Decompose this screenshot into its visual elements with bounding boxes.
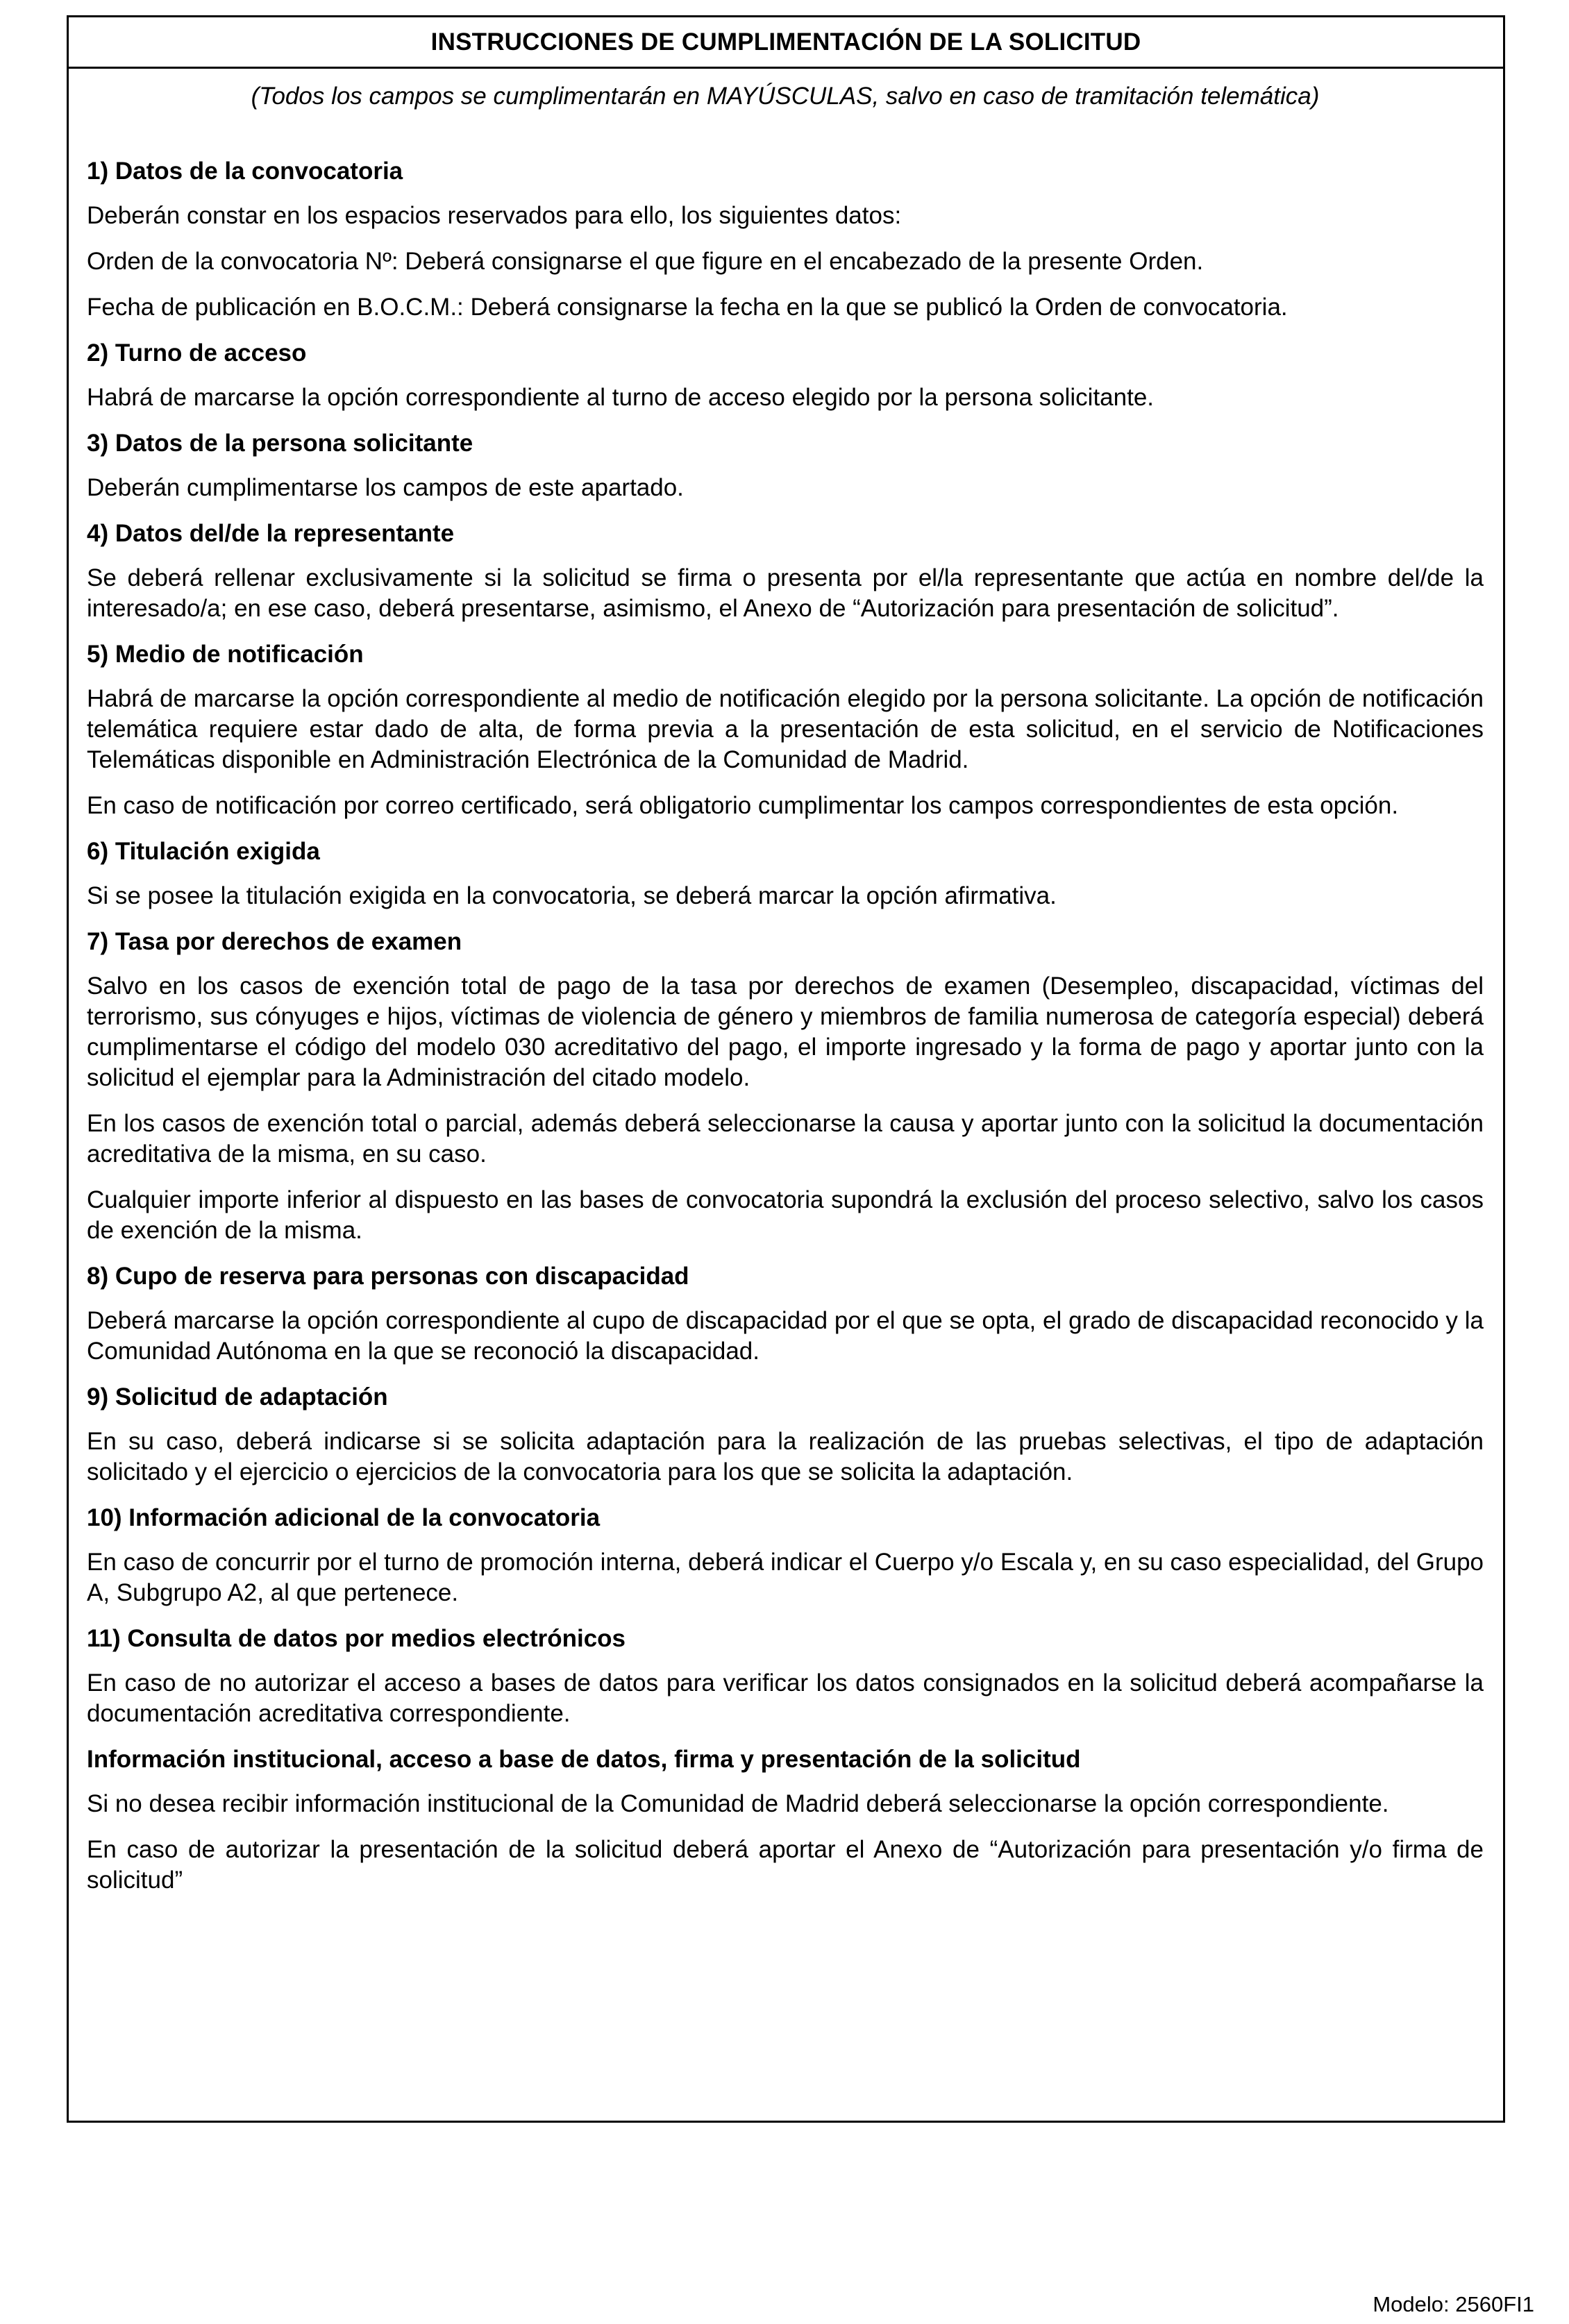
section-5 xyxy=(87,639,1484,821)
section-heading: Información institucional, acceso a base de datos, firma y presentación de la solicitud xyxy=(87,1746,1081,1773)
section-heading: 11) Consulta de datos por medios electrónicos xyxy=(87,1625,626,1652)
section-heading: 10) Información adicional de la convocatoria xyxy=(87,1504,601,1531)
section-7 xyxy=(87,927,1484,1246)
section-heading: 7) Tasa por derechos de examen xyxy=(87,928,462,955)
section-4 xyxy=(87,519,1484,624)
section-heading: 2) Turno de acceso xyxy=(87,339,307,367)
section-10 xyxy=(87,1503,1484,1608)
section-paragraph: En caso de autorizar la presentación de la solicitud deberá aportar el Anexo de “Autorización para presentación y/o firma de solicitud” xyxy=(87,1836,1484,1894)
section-paragraph: En caso de no autorizar el acceso a bases de datos para verificar los datos consignados en la solicitud deberá acompañarse la documentación acreditativa correspondiente. xyxy=(87,1669,1484,1727)
section-paragraph: En caso de concurrir por el turno de promoción interna, deberá indicar el Cuerpo y/o Escala y, en su caso especialidad, del Grupo A, Subgrupo A2, al que pertenece. xyxy=(87,1549,1484,1606)
section-2 xyxy=(87,338,1484,413)
section-list xyxy=(87,156,1484,1896)
section-paragraph: Cualquier importe inferior al dispuesto en las bases de convocatoria supondrá la exclusión del proceso selectivo, salvo los casos de exención de la misma. xyxy=(87,1186,1484,1244)
section-paragraph: Si se posee la titulación exigida en la convocatoria, se deberá marcar la opción afirmativa. xyxy=(87,882,1057,909)
section-paragraph: Deberán constar en los espacios reservados para ello, los siguientes datos: xyxy=(87,202,902,229)
section-paragraph: En su caso, deberá indicarse si se solicita adaptación para la realización de las pruebas selectivas, el tipo de adaptación solicitado y el ejercicio o ejercicios de la convocatoria para los que se solicita la adaptación. xyxy=(87,1428,1484,1485)
section-heading: 4) Datos del/de la representante xyxy=(87,520,455,547)
section-12 xyxy=(87,1744,1484,1896)
section-9 xyxy=(87,1382,1484,1488)
section-heading: 9) Solicitud de adaptación xyxy=(87,1383,388,1411)
section-11 xyxy=(87,1624,1484,1729)
document-subtitle: (Todos los campos se cumplimentarán en MAYÚSCULAS, salvo en caso de tramitación telemática) xyxy=(251,83,1320,110)
section-paragraph: Fecha de publicación en B.O.C.M.: Deberá consignarse la fecha en la que se publicó la Orden de convocatoria. xyxy=(87,294,1288,321)
document-title: INSTRUCCIONES DE CUMPLIMENTACIÓN DE LA SOLICITUD xyxy=(69,17,1503,69)
section-paragraph: En los casos de exención total o parcial, además deberá seleccionarse la causa y aportar junto con la solicitud la documentación acreditativa de la misma, en su caso. xyxy=(87,1110,1484,1168)
instructions-content xyxy=(69,69,1503,1896)
section-heading: 1) Datos de la convocatoria xyxy=(87,158,403,185)
section-paragraph: Deberán cumplimentarse los campos de este apartado. xyxy=(87,474,684,501)
section-paragraph: Habrá de marcarse la opción correspondiente al turno de acceso elegido por la persona solicitante. xyxy=(87,384,1155,411)
section-paragraph: Si no desea recibir información institucional de la Comunidad de Madrid deberá seleccionarse la opción correspondiente. xyxy=(87,1790,1389,1817)
section-paragraph: Orden de la convocatoria Nº: Deberá consignarse el que figure en el encabezado de la presente Orden. xyxy=(87,248,1204,275)
section-3 xyxy=(87,428,1484,503)
section-heading: 6) Titulación exigida xyxy=(87,838,320,865)
instructions-box xyxy=(67,15,1505,2123)
model-code: Modelo: 2560FI1 xyxy=(1373,2292,1534,2316)
section-paragraph: Se deberá rellenar exclusivamente si la solicitud se firma o presenta por el/la representante que actúa en nombre del/de la interesado/a; en ese caso, deberá presentarse, asimismo, el Anexo de “Autorización para presentación de solicitud”. xyxy=(87,564,1484,622)
section-paragraph: Salvo en los casos de exención total de pago de la tasa por derechos de examen (Desempleo, discapacidad, víctimas del terrorismo, sus cónyuges e hijos, víctimas de violencia de género y miembros de familia numerosa de categoría especial) deberá cumplimentarse el código del modelo 030 acreditativo del pago, el importe ingresado y la forma de pago y aportar junto con la solicitud el ejemplar para la Administración del citado modelo. xyxy=(87,972,1484,1091)
section-heading: 5) Medio de notificación xyxy=(87,641,364,668)
section-paragraph: Deberá marcarse la opción correspondiente al cupo de discapacidad por el que se opta, el grado de discapacidad reconocido y la Comunidad Autónoma en la que se reconoció la discapacidad. xyxy=(87,1307,1484,1365)
section-heading: 8) Cupo de reserva para personas con discapacidad xyxy=(87,1263,689,1290)
section-paragraph: Habrá de marcarse la opción correspondiente al medio de notificación elegido por la persona solicitante. La opción de notificación telemática requiere estar dado de alta, de forma previa a la presentación de esta solicitud, en el servicio de Notificaciones Telemáticas disponible en Administración Electrónica de la Comunidad de Madrid. xyxy=(87,685,1484,773)
section-6 xyxy=(87,836,1484,911)
section-1 xyxy=(87,156,1484,323)
section-heading: 3) Datos de la persona solicitante xyxy=(87,430,473,457)
section-paragraph: En caso de notificación por correo certificado, será obligatorio cumplimentar los campos correspondientes de esta opción. xyxy=(87,792,1399,819)
section-8 xyxy=(87,1261,1484,1367)
